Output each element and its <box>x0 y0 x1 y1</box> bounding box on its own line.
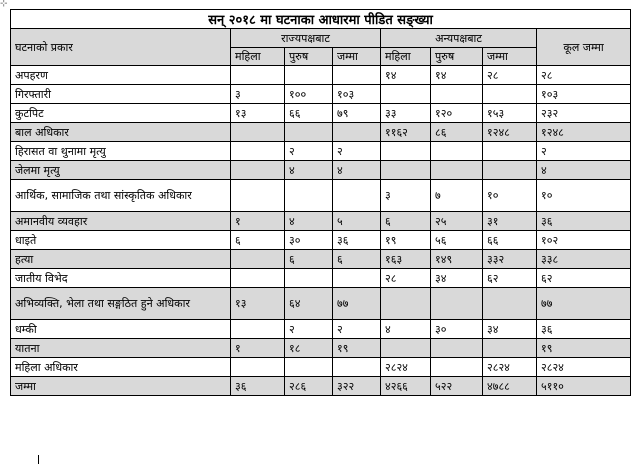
state-total-cell: ६ <box>333 250 381 269</box>
state-male-cell <box>285 269 333 288</box>
state-total-cell: ७९ <box>333 104 381 123</box>
table-row <box>11 85 631 104</box>
state-female-cell <box>231 142 285 161</box>
state-female-cell: १ <box>231 212 285 231</box>
header-other-female: महिला <box>381 48 431 66</box>
state-male-cell: ६ <box>285 250 333 269</box>
grand-total-cell: ७७ <box>537 288 631 320</box>
victims-table <box>10 9 631 396</box>
incident-type-cell: गिरफ्तारी <box>11 85 231 104</box>
table-row <box>11 66 631 85</box>
other-female-cell <box>381 288 431 320</box>
other-total-cell: ३४ <box>483 320 537 339</box>
state-female-cell <box>231 161 285 180</box>
header-other-total: जम्मा <box>483 48 537 66</box>
state-male-cell: १०० <box>285 85 333 104</box>
state-female-cell <box>231 66 285 85</box>
other-male-cell: ३० <box>431 320 483 339</box>
state-male-cell: २ <box>285 142 333 161</box>
grand-total-cell: ३६ <box>537 320 631 339</box>
grand-total-cell: १०३ <box>537 85 631 104</box>
other-male-cell: ५२२ <box>431 377 483 396</box>
incident-type-cell: जेलमा मृत्यु <box>11 161 231 180</box>
grand-total-cell: २८ <box>537 66 631 85</box>
table-row <box>11 161 631 180</box>
table-row <box>11 339 631 358</box>
other-female-cell: ४ <box>381 320 431 339</box>
state-total-cell <box>333 180 381 212</box>
state-female-cell <box>231 320 285 339</box>
header-state-side: राज्यपक्षबाट <box>231 29 381 48</box>
other-total-cell: १० <box>483 180 537 212</box>
other-female-cell: ३ <box>381 180 431 212</box>
state-total-cell: ७७ <box>333 288 381 320</box>
state-total-cell: २ <box>333 320 381 339</box>
state-total-cell: १९ <box>333 339 381 358</box>
header-state-male: पुरुष <box>285 48 333 66</box>
other-male-cell <box>431 142 483 161</box>
grand-total-cell: २८२४ <box>537 358 631 377</box>
state-total-cell <box>333 269 381 288</box>
table-row <box>11 212 631 231</box>
state-female-cell: १३ <box>231 288 285 320</box>
other-total-cell: ३१ <box>483 212 537 231</box>
table-row <box>11 180 631 212</box>
other-female-cell <box>381 161 431 180</box>
state-male-cell: ६४ <box>285 288 333 320</box>
other-male-cell <box>431 358 483 377</box>
incident-type-cell: अमानवीय व्यवहार <box>11 212 231 231</box>
state-male-cell <box>285 358 333 377</box>
table-row <box>11 269 631 288</box>
other-total-cell: ६२ <box>483 269 537 288</box>
other-male-cell: ८६ <box>431 123 483 142</box>
state-total-cell: १०३ <box>333 85 381 104</box>
incident-type-cell: बाल अधिकार <box>11 123 231 142</box>
other-female-cell <box>381 339 431 358</box>
table-row <box>11 288 631 320</box>
other-male-cell <box>431 339 483 358</box>
header-incident-type: घटनाको प्रकार <box>11 29 231 66</box>
state-male-cell: ४ <box>285 161 333 180</box>
incident-type-cell: जातीय विभेद <box>11 269 231 288</box>
state-male-cell: ३० <box>285 231 333 250</box>
other-total-cell: २८ <box>483 66 537 85</box>
state-female-cell <box>231 269 285 288</box>
incident-type-cell: कुटपिट <box>11 104 231 123</box>
grand-total-cell: २३२ <box>537 104 631 123</box>
other-female-cell: २८ <box>381 269 431 288</box>
other-male-cell <box>431 85 483 104</box>
state-female-cell <box>231 180 285 212</box>
state-total-cell <box>333 66 381 85</box>
table-row <box>11 377 631 396</box>
table-row <box>11 231 631 250</box>
grand-total-cell: ३३८ <box>537 250 631 269</box>
header-other-side: अन्यपक्षबाट <box>381 29 537 48</box>
state-female-cell: १ <box>231 339 285 358</box>
other-male-cell: ७ <box>431 180 483 212</box>
other-total-cell: २८२४ <box>483 358 537 377</box>
table-row <box>11 104 631 123</box>
other-female-cell: २८२४ <box>381 358 431 377</box>
other-total-cell <box>483 339 537 358</box>
table-row <box>11 358 631 377</box>
state-male-cell: ४ <box>285 212 333 231</box>
other-total-cell <box>483 288 537 320</box>
incident-type-cell: हत्या <box>11 250 231 269</box>
other-male-cell: १४ <box>431 66 483 85</box>
other-total-cell <box>483 161 537 180</box>
table-title: सन् २०१८ मा घटनाका आधारमा पीडित सङ्ख्या <box>11 10 631 29</box>
incident-type-cell: यातना <box>11 339 231 358</box>
incident-type-cell: अपहरण <box>11 66 231 85</box>
table-row <box>11 123 631 142</box>
other-total-cell: १२४८ <box>483 123 537 142</box>
state-male-cell: १८ <box>285 339 333 358</box>
state-female-cell: ६ <box>231 231 285 250</box>
incident-type-cell: धम्की <box>11 320 231 339</box>
other-female-cell: ११६२ <box>381 123 431 142</box>
incident-type-cell: धाइते <box>11 231 231 250</box>
state-total-cell <box>333 123 381 142</box>
state-female-cell: १३ <box>231 104 285 123</box>
other-total-cell <box>483 142 537 161</box>
state-total-cell: ४ <box>333 161 381 180</box>
incident-type-cell: हिरासत वा थुनामा मृत्यु <box>11 142 231 161</box>
header-other-male: पुरुष <box>431 48 483 66</box>
anchor-mark: ⊹ <box>0 0 8 9</box>
grand-total-cell: २ <box>537 142 631 161</box>
state-male-cell: २८६ <box>285 377 333 396</box>
state-total-cell: ३२२ <box>333 377 381 396</box>
state-female-cell <box>231 123 285 142</box>
grand-total-cell: ६२ <box>537 269 631 288</box>
state-total-cell: ३६ <box>333 231 381 250</box>
other-female-cell: १६३ <box>381 250 431 269</box>
state-total-cell: २ <box>333 142 381 161</box>
header-state-female: महिला <box>231 48 285 66</box>
table-row <box>11 320 631 339</box>
incident-type-cell: अभिव्यक्ति, भेला तथा सङ्गठित हुने अधिकार <box>11 288 231 320</box>
grand-total-cell: ४ <box>537 161 631 180</box>
state-female-cell: ३६ <box>231 377 285 396</box>
state-female-cell <box>231 250 285 269</box>
other-male-cell <box>431 161 483 180</box>
state-male-cell: २ <box>285 320 333 339</box>
other-total-cell: ३३२ <box>483 250 537 269</box>
other-male-cell: १४९ <box>431 250 483 269</box>
other-female-cell: ३३ <box>381 104 431 123</box>
text-cursor <box>38 455 39 464</box>
state-male-cell: ६६ <box>285 104 333 123</box>
grand-total-cell: १० <box>537 180 631 212</box>
grand-total-cell: १०२ <box>537 231 631 250</box>
state-male-cell <box>285 123 333 142</box>
other-total-cell: १५३ <box>483 104 537 123</box>
table-row <box>11 142 631 161</box>
other-female-cell: ४२६६ <box>381 377 431 396</box>
state-male-cell <box>285 66 333 85</box>
state-male-cell <box>285 180 333 212</box>
other-female-cell <box>381 85 431 104</box>
table-row <box>11 250 631 269</box>
grand-total-cell: ५११० <box>537 377 631 396</box>
state-female-cell <box>231 358 285 377</box>
header-grand-total: कूल जम्मा <box>537 29 631 66</box>
other-female-cell: १९ <box>381 231 431 250</box>
other-female-cell: ६ <box>381 212 431 231</box>
other-male-cell <box>431 288 483 320</box>
other-male-cell: २५ <box>431 212 483 231</box>
state-total-cell <box>333 358 381 377</box>
incident-type-cell: महिला अधिकार <box>11 358 231 377</box>
incident-type-cell: जम्मा <box>11 377 231 396</box>
grand-total-cell: ३६ <box>537 212 631 231</box>
state-female-cell: ३ <box>231 85 285 104</box>
state-total-cell: ५ <box>333 212 381 231</box>
other-female-cell <box>381 142 431 161</box>
grand-total-cell: १९ <box>537 339 631 358</box>
other-male-cell: ५६ <box>431 231 483 250</box>
incident-type-cell: आर्थिक, सामाजिक तथा सांस्कृतिक अधिकार <box>11 180 231 212</box>
other-female-cell: १४ <box>381 66 431 85</box>
grand-total-cell: १२४८ <box>537 123 631 142</box>
other-male-cell: ३४ <box>431 269 483 288</box>
other-male-cell: १२० <box>431 104 483 123</box>
header-state-total: जम्मा <box>333 48 381 66</box>
other-total-cell <box>483 85 537 104</box>
other-total-cell: ६६ <box>483 231 537 250</box>
other-total-cell: ४७८८ <box>483 377 537 396</box>
